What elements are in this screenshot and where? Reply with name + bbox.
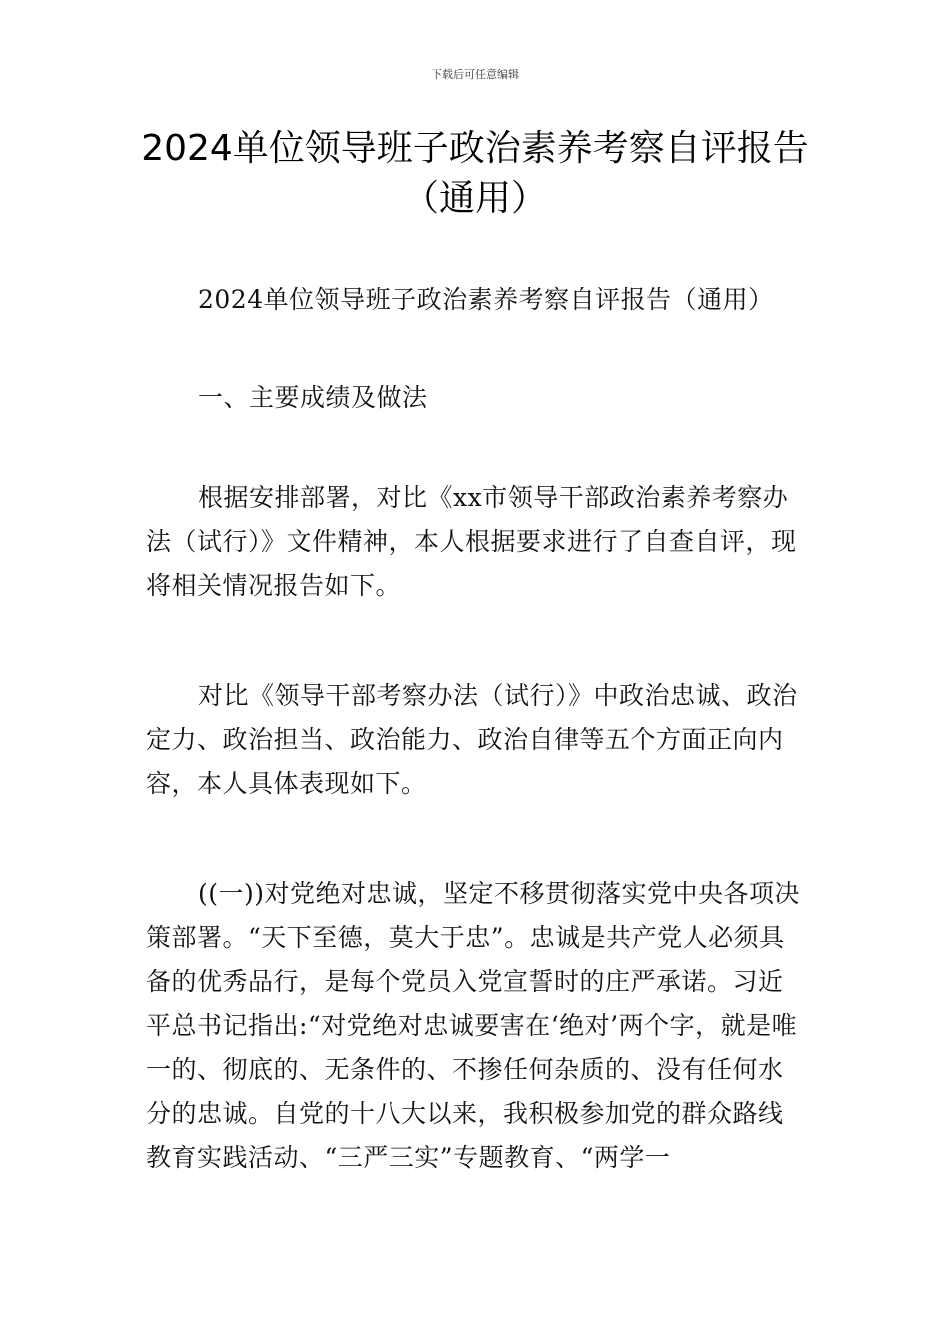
section-heading: 一、主要成绩及做法 [198,383,428,412]
paragraph-3: ((一))对党绝对忠诚，坚定不移贯彻落实党中央各项决策部署。“天下至德，莫大于忠”。忠诚是共产党人必须具备的优秀品行，是每个党员入党宣誓时的庄严承诺。习近平总书记指出:“对党绝对忠诚要害在‘绝对’两个字，就是唯一的、彻底的、无条件的、不掺任何杂质的、没有任何水分的忠诚。自党的十八大以来，我积极参加党的群众路线教育实践活动、“三严三实”专题教育、“两学一 [146,879,801,1172]
document-title-line-2: （通用） [402,178,547,219]
paragraph-1: 根据安排部署，对比《xx市领导干部政治素养考察办法（试行）》文件精神，本人根据要求进行了自查自评，现将相关情况报告如下。 [146,483,797,600]
document-subtitle: 2024单位领导班子政治素养考察自评报告（通用） [198,285,774,314]
header-note: 下载后可任意编辑 [431,68,519,81]
document-title [95,124,855,224]
document-title-line-1: 2024单位领导班子政治素养考察自评报告 [141,128,809,169]
paragraph-2: 对比《领导干部考察办法（试行）》中政治忠诚、政治定力、政治担当、政治能力、政治自律等五个方面正向内容，本人具体表现如下。 [146,681,798,798]
